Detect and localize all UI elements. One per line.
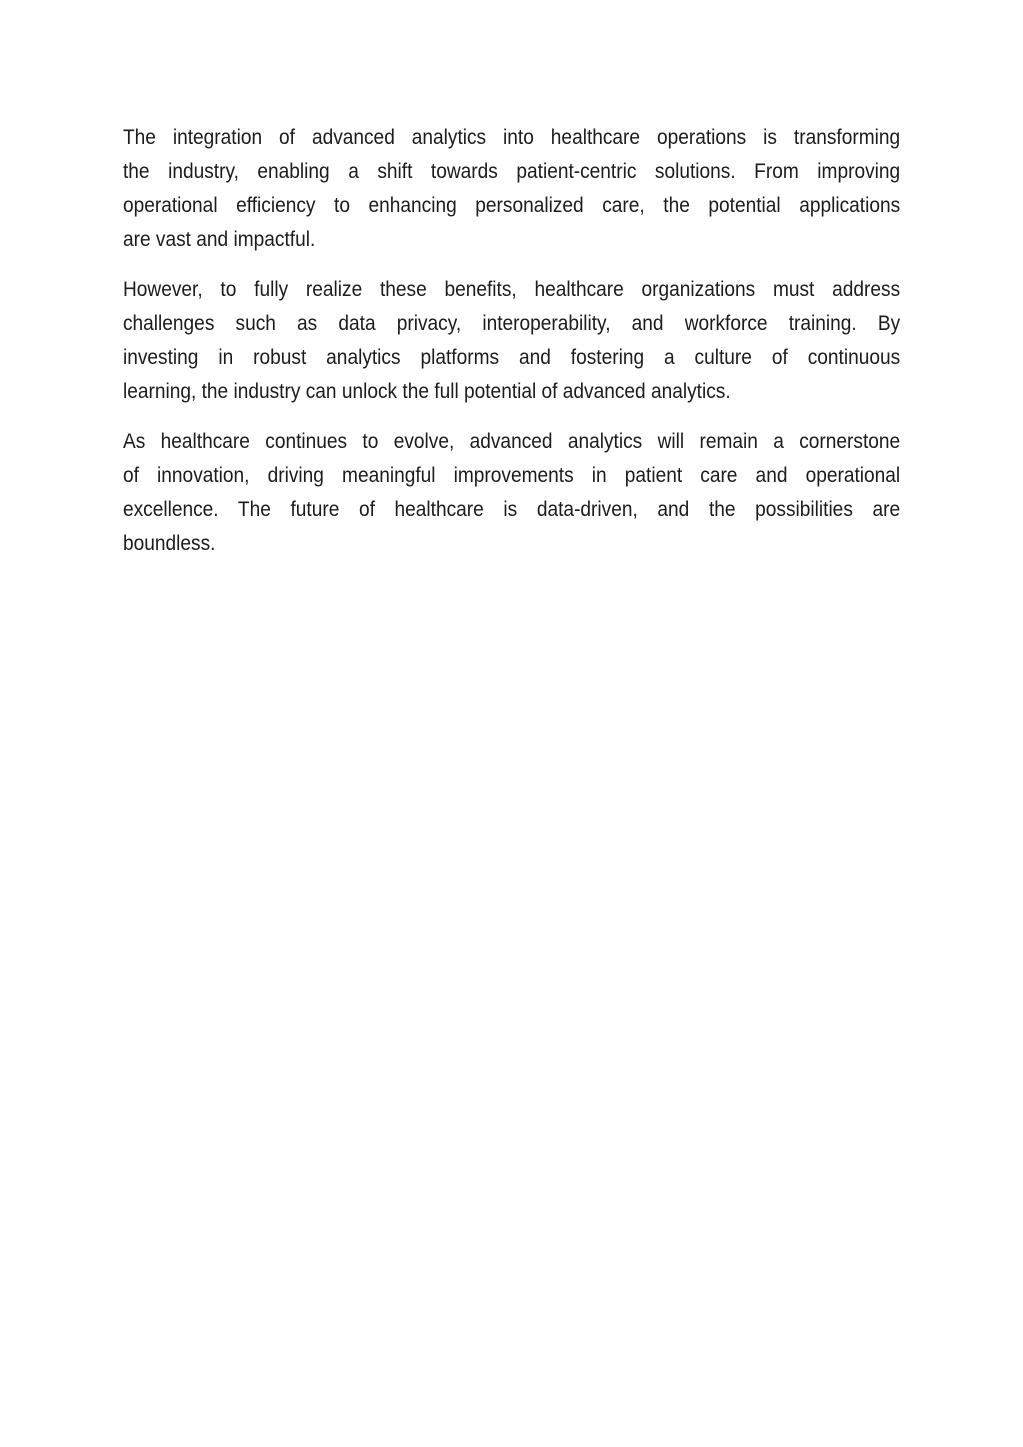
text-line: challenges such as data privacy, interoperability, and workforce training. By — [123, 312, 901, 335]
text-line: The integration of advanced analytics into healthcare operations is transforming — [123, 126, 901, 149]
text-line: boundless. — [123, 532, 216, 555]
text-line: excellence. The future of healthcare is data-driven, and the possibilities are — [123, 498, 901, 521]
text-line: However, to fully realize these benefits, healthcare organizations must address — [123, 278, 901, 301]
paragraph-2 — [123, 273, 900, 409]
text-line: of innovation, driving meaningful improvements in patient care and operational — [123, 464, 901, 487]
text-line: investing in robust analytics platforms and fostering a culture of continuous — [123, 346, 901, 369]
text-line: the industry, enabling a shift towards patient-centric solutions. From improving — [123, 160, 901, 183]
page-text-content — [123, 121, 900, 577]
paragraph-3 — [123, 425, 900, 561]
text-line: are vast and impactful. — [123, 228, 316, 251]
text-line: learning, the industry can unlock the full potential of advanced analytics. — [123, 380, 731, 403]
text-line: As healthcare continues to evolve, advanced analytics will remain a cornerstone — [123, 430, 901, 453]
paragraph-1 — [123, 121, 900, 257]
text-line: operational efficiency to enhancing personalized care, the potential applications — [123, 194, 901, 217]
